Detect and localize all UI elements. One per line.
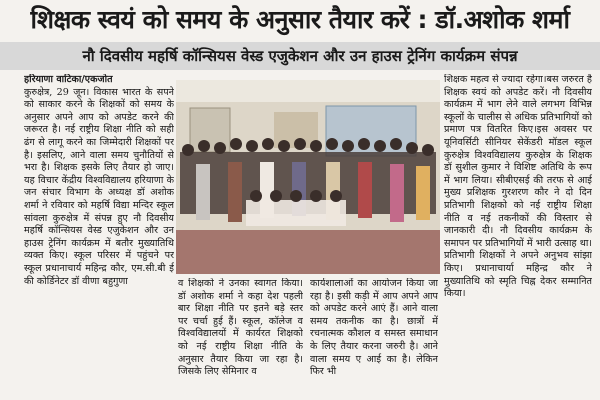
headline: शिक्षक स्वयं को समय के अनुसार तैयार करें : डॉ.अशोक शर्मा xyxy=(30,5,570,34)
byline: हरियाणा वाटिका/एकजोत xyxy=(24,74,113,85)
article-column-4: शिक्षक महत्व से ज्यादा रहेगा।बस जरुरत है शिक्षक स्वयं को अपडेट करें। नौ दिवसीय कार्यक्रम में भाग लेने वाले लगभग विभिन्न स्कूलों के चालीस से अधिक प्रतिभागियों को प्रमाण पत्र वितरित किए।इस अवसर पर यूनिवर्सिटी सीनियर सेकेंडरी मॉडल स्कूल कुरुक्षेत्र विश्वविद्यालय कुरुक्षेत्र के शिक्षक डॉ सुशील कुमार ने विशिष्ट अतिथि के रूप में भाग लिया। सीबीएसई की तरफ से आई मुख्य प्रशिक्षक गुरशरण कौर ने दो दिन प्रतिभागी शिक्षको को नई राष्ट्रीय शिक्षा नीति व नई तकनीकों की विस्तार से जानकारी दी। नौ दिवसीय कार्यक्रम के समापन पर प्रतिभागियों में भारी उत्साह था। प्रतिभागी शिक्षकों ने अपने अनुभव सांझा किए। प्रधानाचार्या महिन्द्र कौर ने मुख्यातिथि को स्मृति चिह्न देकर सम्मानित किया। xyxy=(444,74,592,300)
photo-people-front-row xyxy=(246,190,346,226)
photo-ceiling xyxy=(176,80,440,102)
photo-banner xyxy=(326,106,416,156)
subheadline: नौ दिवसीय महर्षि कॉन्सियस वेस्ड एजुकेशन और उन हाउस ट्रेनिंग कार्यक्रम संपन्न xyxy=(0,42,600,70)
column-1-text: कुरुक्षेत्र, 29 जून। विकास भारत के सपने को साकार करने के शिक्षकों को समय के अनुसार अपने आप को अपडेट करने की जरूरत है। नई राष्ट्रीय शिक्षा नीति को सही ढंग से लागू करने का जिम्मेदारी शिक्षकों पर है। इसलिए, आने वाला समय चुनौतियों से भरा है। शिक्षक इसके लिए तैयार हो जाए। यह विचार केंद्रीय विश्वविद्यालय हरियाणा के जन संचार विभाग के अध्यक्ष डॉ अशोक शर्मा ने रविवार को महर्षि विद्या मन्दिर स्कूल सांवला कुरुक्षेत्र में संपन्न हुए नौ दिवसीय महर्षि कॉन्सियस वेस्ड एजुकेशन और उन हाउस ट्रेनिंग कार्यक्रम में बतौर मुख्यातिथि व्यक्त किए। स्कूल परिसर में पहुंचने पर स्कूल प्रधानाचार्य महिन्द्र कौर, एम.सी.बी ई की कोर्डिनेटर डॉ वीणा बहुगुणा xyxy=(24,86,174,287)
article-column-3: कार्यशालाओं का आयोजन किया जा रहा है। इसी कड़ी में आप अपने आप को अपडेट करने आएं हैं। आने वाला समय तकनीक का है। छात्रों में रचनात्मक कौशल व समस्त समाधान के लिए तैयार करना जरुरी है। आने वाला समय ए आई का है। लेकिन फिर भी xyxy=(310,278,438,378)
group-photo-graphic xyxy=(176,80,440,274)
article-column-2: व शिक्षको ने उनका स्वागत किया। डॉ अशोक शर्मा ने कहा देश पहली बार शिक्षा नीति पर इतने बड़े स्तर पर चर्चा हुई हैं। स्कूल, कॉलेज व विश्वविद्यालयों में कार्यरत शिक्षको को नई राष्ट्रीय शिक्षा नीति के अनुसार तैयार किया जा रहा है। जिसके लिए सेमिनार व xyxy=(178,278,303,378)
group-photo xyxy=(176,80,440,274)
photo-floor xyxy=(176,230,440,274)
article-column-1 xyxy=(24,74,174,396)
